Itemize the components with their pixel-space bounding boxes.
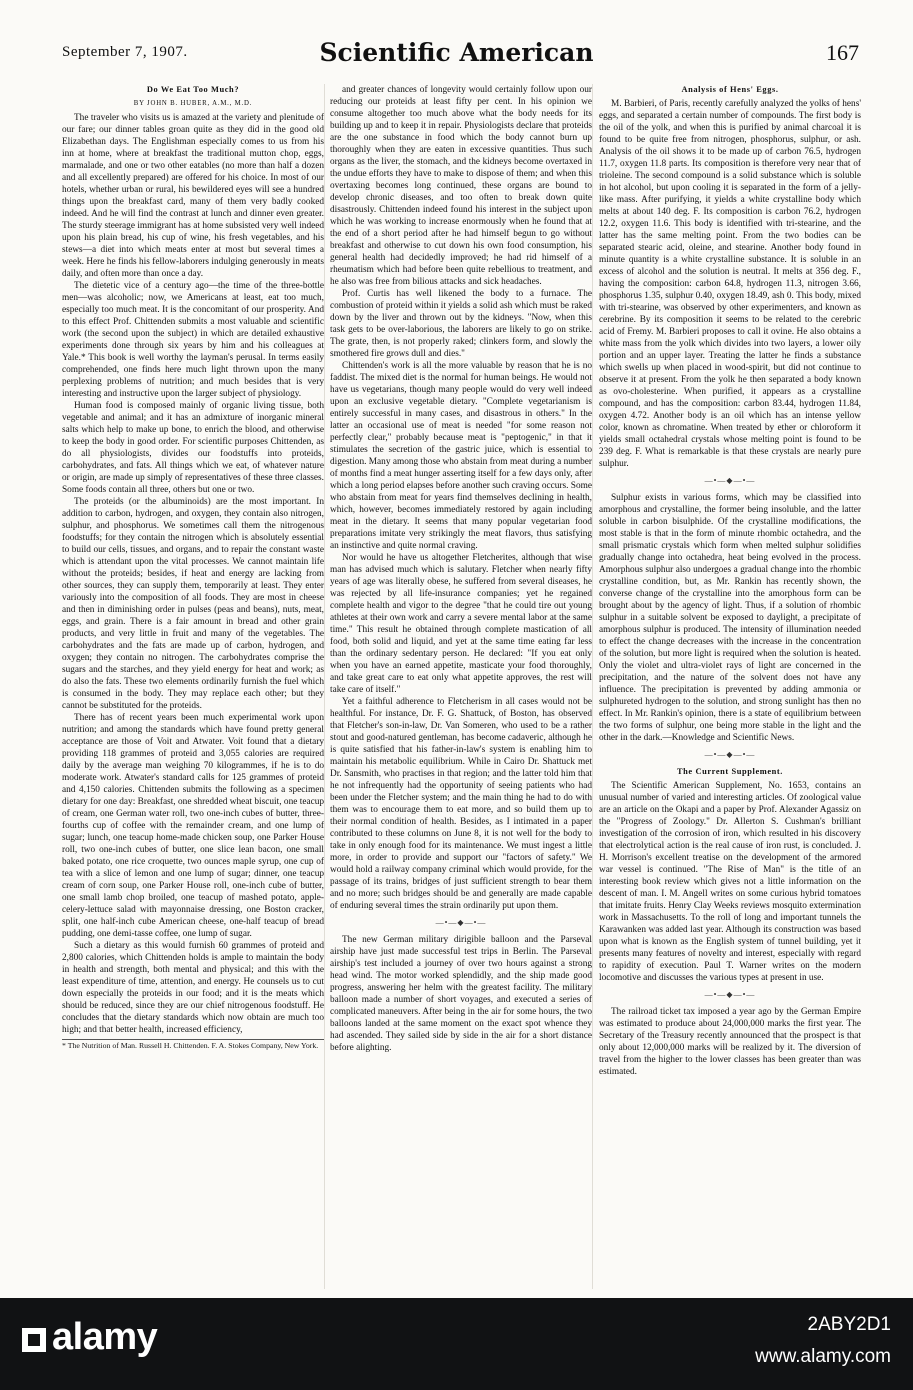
alamy-logo-icon xyxy=(22,1328,46,1352)
paragraph: Chittenden's work is all the more valuable by reason that he is no faddist. The mixed diet is the normal for human beings. He would not have us vegetarians, though many people would do very well indeed upon an exclusive vegetable dietary. "Complete vegetarianism is entirely successful in many cases, and disastrous in others." In the latter an occasional use of meat is needed "for some reason not perfectly clear," probably because meat is "peptogenic," in that it stimulates the secretion of the gastric juice, which is essential to digestion. Many among those who abstain from meat during a number of months find a meat hunger asserting itself for a few days only, after which a long period elapses before another such craving occurs. Some who abstain from meat for years find themselves declining in health, which, however, becomes immediately restored by again including meat in the dietary. It seems that many popular vegetarian food preparations imitate very strikingly the meat flavors, thus satisfying an instinctive and quite normal craving. xyxy=(330,361,592,551)
paragraph: M. Barbieri, of Paris, recently carefully analyzed the yolks of hens' eggs, and separated a certain number of compounds. The first body is the oil of the yolk, and when this is purified by animal charcoal it is found to be quite free from nitrogen, phosphorus, sulphur, or ash. Analysis of the oil shows it to be made up of carbon 76.5, hydrogen 11.7, oxygen 11.8 parts. Its composition is therefore very near that of trioleine. The second compound is a solid substance which is soluble in hot alcohol, but upon cooling it is separated in the form of a jelly-like mass. After purifying, it yields a white crystalline body which melts at about 140 deg. F. Its composition is carbon 76.2, hydrogen 12.2, oxygen 11.6. This body is identified with tri-stearine, and the latter has the same melting point. From the two bodies can be separated stearic acid, oleine, and stearine. Another body found in minute quantity is a white crystalline substance. It is soluble in an excess of alcohol and the solution is neutral. It melts at 356 deg. F., having the composition: carbon 64.8, hydrogen 11.3, nitrogen 3.66, phosphorus 1.35, sulphur 0.40, oxygen 18.49, ash 0. This body, mixed with tri-stearine, was observed by other experimenters, and known as cerebrine. By its composition it seems to be related to the cerebric acid of Fremy. M. Barbieri proposes to call it ovine. He also obtains a white mass from the yolk which divides into two layers, a lower oily portion and an upper layer. Treating the latter he finds a substance which swells up when placed in wood-spirit, but did not continue to observe it at present. From the yolk he then separated a body known as ovo-cholesterine. When purified, it appears as a crystalline compound, and has the composition: carbon 83.44, hydrogen 11.84, oxygen 4.72. Another body is an oil which has an intense yellow color, known as chromatine. When treated by ether or chloroform it yields small octahedral crystals whose melting point is found to be 239 deg. F. What is remarkable is that these crystals are nearly pure sulphur. xyxy=(599,99,861,469)
section-ornament: —•—◆—•— xyxy=(435,918,487,927)
image-id: 2ABY2D1 xyxy=(807,1314,891,1335)
paragraph: Human food is composed mainly of organic living tissue, both vegetable and animal; and it has an admixture of inorganic mineral salts which help to make up bone, to enrich the blood, and otherwise to keep the body in good order. For scientific purposes Chittenden, as do all physiologists, divides our foodstuffs into proteids, carbohydrates, and fats. All things which we eat, of whatever nature or origin, are made up simply of representatives of these three classes. Some foods contain all three, others but one or two. xyxy=(62,401,324,495)
column-3 xyxy=(599,84,861,1078)
column-2 xyxy=(330,84,592,1054)
issue-date: September 7, 1907. xyxy=(62,44,188,60)
section-ornament: —•—◆—•— xyxy=(704,476,756,485)
article-heading: Analysis of Hens' Eggs. xyxy=(681,85,779,94)
paragraph: The traveler who visits us is amazed at the variety and plenitude of our fare; our dinner tables groan quite as they did in the good old Elizabethan days. The Englishman especially comes to us from his inn at home, where at breakfast the traditional mutton chop, eggs, marmalade, and one or two other eatables (no more than half a dozen and all excellently prepared) are offered for his choice. In most of our hotels, whether urban or rural, his bewildered eyes will see a hundred things upon the breakfast card, many of them very badly cooked indeed. And he will find the contrast at lunch and dinner even greater. The sturdy steerage immigrant has at home subsisted very well indeed upon his plain bread, his cup of wine, his fresh vegetables, and his stews—a diet into which meats enter at most but several times a week. Here he finds his fellow-laborers indulging generously in meats daily, and often more than once a day. xyxy=(62,113,324,279)
footnote-text: * The Nutrition of Man. Russell H. Chittenden. F. A. Stokes Company, New York. xyxy=(62,1041,319,1050)
logo-text: alamy xyxy=(52,1316,158,1358)
masthead-title: Scientific American xyxy=(319,38,594,67)
section-ornament: —•—◆—•— xyxy=(704,750,756,759)
paragraph: Nor would he have us altogether Fletcherites, although that wise man has advised much which is salutary. Fletcher when nearly fifty years of age was literally obese, he suffered from several diseases, he was rejected by all life-insurance companies; yet he regained complete health and vigor to the degree "that he could tire out young athletes at their own work and carry a severe mental labor at the same time." This result he obtained through complete mastication of all food, both solid and liquid, and yet at the same time eating far less than the ordinary sedentary person. He declared: "If you eat only when you have an earned appetite, masticate your food thoroughly, and take great care to eat only what appetite approves, the rest will take care of itself." xyxy=(330,553,592,695)
site-url: www.alamy.com xyxy=(755,1346,891,1367)
paragraph: Yet a faithful adherence to Fletcherism in all cases would not be healthful. For instance, Dr. F. G. Shattuck, of Boston, has observed that Fletcher's son-in-law, Dr. Van Someren, who used to be a rather stout and good-natured gentleman, has become cadaveric, although he is quite satisfied that his father-in-law's system is enabling him to maintain his metabolic equilibrium. While in Cairo Dr. Shattuck met Dr. Sansmith, who practises in that region; and the latter told him that he not infrequently had the opportunity of seeing patients who had been under the Fletcher system; and the main thing he had to do with them was to encourage them to eat more, and so build them up to their normal condition of health. Besides, as I intimated in a paper contributed to these columns on June 8, it is not well for the body to take in only enough food for its maintenance. We must ingest a little more, in order to provide and support our "factors of safety." We would hold a railway company criminal which would provide, for the passage of its trains, bridges of just sufficient strength to bear them and no more; such bridges should be and generally are made capable of enduring several times the strain ordinarily put upon them. xyxy=(330,697,592,911)
paragraph: Prof. Curtis has well likened the body to a furnace. The combustion of proteid within it yields a solid ash which must be raked down by the liver and thrown out by the kidneys. "Now, when this task gets to be over-laborious, the laborers are likely to go on strike. The grate, then, is not properly raked; clinkers form, and slowly the smothered fire grows dull and dies." xyxy=(330,289,592,359)
paragraph: The new German military dirigible balloon and the Parseval airship have just made successful test trips in Berlin. The Parseval airship's test included a journey of over two hours against a strong head wind. The motor worked splendidly, and the ship made good progress, answering her helm with the greatest facility. The military balloon made a number of short voyages, and executed a series of complicated maneuvers. After being in the air for some hours, the two balloons landed at the same moment on the exact spot whence they had ascended. They sailed side by side in the air for a short distance before alighting. xyxy=(330,935,592,1053)
paragraph: Sulphur exists in various forms, which may be classified into amorphous and crystalline, the former being insoluble, and the latter soluble in carbon bisulphide. Of the crystalline modifications, the most stable is that in the form of minute rhombic octahedra, and the small prismatic crystals which form when melted sulphur solidifies gradually change into octahedra, heat being evolved in the process. Amorphous sulphur also undergoes a gradual change into the rhombic crystalline condition, but, as Mr. Rankin has recently shown, the converse change of the crystalline into the amorphous form can be brought about by the agency of light. Thus, if a solution of rhombic sulphur in a suitable solvent be exposed to daylight, a precipitate of amorphous sulphur is produced. The intensity of illumination needed to effect the change decreases with the increase in the concentration of the solution, but more light is required when the solution is heated. Only the violet and ultra-violet rays of light are concerned in the precipitation, and the nature of the solvent does not have any influence. The precipitation is prevented by adding ammonia or sulphureted hydrogen to the solution, and strong sunlight has then no effect. In Mr. Rankin's opinion, there is a state of equilibrium between the two forms of sulphur, one being more stable in the light and the other in the dark.—Knowledge and Scientific News. xyxy=(599,493,861,743)
column-1 xyxy=(62,84,324,1051)
article-heading: Do We Eat Too Much? xyxy=(146,85,240,94)
section-ornament: —•—◆—•— xyxy=(704,990,756,999)
paragraph: and greater chances of longevity would certainly follow upon our reducing our proteids at least fifty per cent. In his opinion we consume altogether too much above what the body needs for its building up and to keep it in repair. Physiologists declare that proteids are the one substance in food which the body cannot burn up thoroughly when they are eaten in excessive quantities. Thus such organs as the liver, the stomach, and the kidneys become overtaxed in the undue efforts they have to make to dispose of them; and when this overtaxing becomes long continued, these organs are bound to develop chronic diseases, and too often to break down quite disastrously. Chittenden indeed found his interest in the subject upon which he was working to increase enormously when he found that at the end of a short period after he had himself begun to go without breakfast and otherwise to cut down his own food consumption, his general health had decidedly improved; he had rid himself of a rheumatism which had before been quite rebellious to treatment, and he also was free from bilious attacks and sick headaches. xyxy=(330,85,592,287)
footnote xyxy=(62,1039,324,1051)
article-heading: The Current Supplement. xyxy=(676,767,783,776)
column-divider xyxy=(324,84,325,1289)
paragraph: The railroad ticket tax imposed a year ago by the German Empire was estimated to produce about 24,000,000 marks the first year. The Secretary of the Treasury recently announced that the prospect is that only about 12,000,000 marks will be realized by it. The diversion of travel from the higher to the lower classes has been greater than was estimated. xyxy=(599,1007,861,1077)
paragraph: The Scientific American Supplement, No. 1653, contains an unusual number of varied and interesting articles. Of zoological value are an article on the Okapi and a paper by Prof. Alexander Agassiz on the "Progress of Zoology." Dr. Allerton S. Cushman's brilliant investigation of the corrosion of iron, which resulted in his discovery that electrolytical action is the real cause of iron rust, is concluded. J. H. Morrison's excellent treatise on the development of the armored war vessel is continued. "The Rise of Man" is the title of an interesting book review which gives not a little information on the descent of man. I. M. Angell writes on some curious hybrid tomatoes that imitate fruits. Henry Clay Weeks reviews mosquito extermination work in Massachusetts. To the roll of long and important tunnels the Karawanken was added last year. Although its construction was based upon what is known as the English system of tunnel building, yet it presents many features of novelty and interest, especially with regard to rapidity of execution. Paul T. Warner writes on the modern locomotive and discusses the various types at present in use. xyxy=(599,781,861,983)
paragraph: Such a dietary as this would furnish 60 grammes of proteid and 2,800 calories, which Chittenden holds is ample to maintain the body in health and strength, both mental and physical; and this with the least expenditure of time, attention, and energy. He counsels us to cut down especially the proteids in our food; and it is the meats which should be reduced, since they are our chief nitrogenous foodstuff. He concludes that the dietary standards which now obtain are much too high; and that better health, increased efficiency, xyxy=(62,941,324,1035)
alamy-logo xyxy=(22,1316,157,1359)
page-number: 167 xyxy=(826,40,859,65)
article-byline: BY JOHN B. HUBER, A.M., M.D. xyxy=(133,100,253,107)
column-divider xyxy=(592,84,593,1289)
paragraph: The proteids (or the albuminoids) are the most important. In addition to carbon, hydrogen, and oxygen, they contain also nitrogen, sulphur, and phosphorus. We sometimes call them the nitrogenous foodstuffs; for they contain the nitrogen which is absolutely essential to build our cells, tissues, and organs, and to repair the constant waste which is attendant upon the vital processes. We cannot maintain life without the proteids; besides, if heat and energy are lacking from other sources, they can supply them, temporarily at least. They enter variously into the composition of all foods. They are most in cheese and then in diminishing order in pulses (peas and beans), nuts, meat, eggs, and grain. There is a fair amount in bread and other grain products, and very little in fruit and many of the vegetables. The carbohydrates and the fats are made up of carbon, hydrogen, and oxygen; they contain no nitrogen. The carbohydrates comprise the sugars and the starches, and they yield energy for heat and work; as do also the fats. These two elements ordinarily furnish the fuel which is consumed in the body. They may replace each other; but they cannot be substituted for the proteids. xyxy=(62,497,324,711)
paragraph: There has of recent years been much experimental work upon nutrition; and among the standards which have found pretty general acceptance are those of Voit and Atwater. Voit found that a dietary providing 118 grammes of proteid and 3,055 calories are required daily by the average man weighing 70 kilogrammes, if he is to do moderate work. Atwater's standard calls for 125 grammes of proteid and 4,150 calories. Chittenden submits the following as a specimen dietary for one day: Breakfast, one shredded wheat biscuit, one teacup of cream, one German water roll, two one-inch cubes of butter, three-fourths cup of coffee with the remainder cream, and one lump of sugar; lunch, one teacup home-made chicken soup, one Parker House roll, two one-inch cubes of butter, one slice lean bacon, one small baked potato, one rice croquette, two ounces maple syrup, one cup of tea with a slice of lemon and one lump of sugar; dinner, one teacup cream of corn soup, one Parker House roll, one-inch cube of butter, one small lamb chop broiled, one teacup of mashed potato, apple-celery-lettuce salad with mayonnaise dressing, one Boston cracker, split, one half-inch cube American cheese, one-half teacup of bread pudding, one demi-tasse coffee, one lump of sugar. xyxy=(62,713,324,939)
paragraph: The dietetic vice of a century ago—the time of the three-bottle men—was alcoholic; now, we Americans at least, eat too much, especially too much meat. It is the concomitant of our prosperity. And to this effect Prof. Chittenden submits a most valuable and scientific work (the second upon the subject) in which are detailed exhaustive experiments done through six years by him and his colleagues at Yale.* This book is well worthy the layman's perusal. In terms easily comprehended, one finds here much light thrown upon the many perplexing problems of nutrition; and much besides that is very interesting and instructive upon the larger subject of physiology. xyxy=(62,281,324,399)
